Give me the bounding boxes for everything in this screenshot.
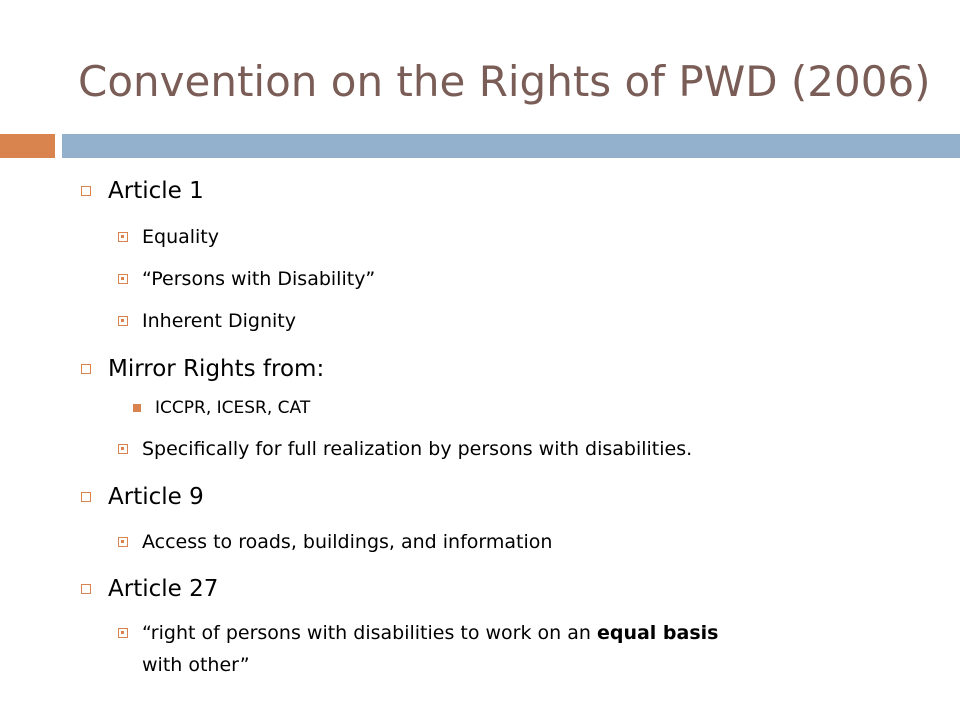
outline-item-article-9: Article 9 (108, 484, 204, 510)
sub-item-persons-with-disability: “Persons with Disability” (142, 268, 376, 290)
hollow-square-bullet-icon (81, 364, 91, 374)
solid-square-bullet-icon (133, 404, 141, 412)
sub-item-right-to-work-quote (142, 618, 718, 648)
boxed-square-bullet-icon (118, 316, 128, 326)
boxed-square-bullet-icon (118, 232, 128, 242)
hollow-square-bullet-icon (81, 584, 91, 594)
outline-item-mirror-rights: Mirror Rights from: (108, 356, 325, 382)
outline-item-article-27: Article 27 (108, 576, 219, 602)
boxed-square-bullet-icon (118, 274, 128, 284)
hollow-square-bullet-icon (81, 492, 91, 502)
boxed-square-bullet-icon (118, 628, 128, 638)
quote-emphasis: equal basis (596, 622, 719, 644)
sub-item-inherent-dignity: Inherent Dignity (142, 310, 296, 332)
sub-item-access: Access to roads, buildings, and information (142, 531, 553, 553)
quote-text: “right of persons with disabilities to work on an (142, 622, 597, 644)
slide-title: Convention on the Rights of PWD (2006) (78, 57, 931, 106)
outline-item-article-1: Article 1 (108, 178, 204, 204)
hollow-square-bullet-icon (81, 186, 91, 196)
sub-item-full-realization: Specifically for full realization by persons with disabilities. (142, 438, 693, 460)
sub-item-right-to-work-quote-continued: with other” (142, 654, 250, 676)
boxed-square-bullet-icon (118, 444, 128, 454)
sub-item-equality: Equality (142, 226, 220, 248)
sub-item-iccpr-icescr-cat: ICCPR, ICESR, CAT (155, 398, 311, 418)
boxed-square-bullet-icon (118, 537, 128, 547)
